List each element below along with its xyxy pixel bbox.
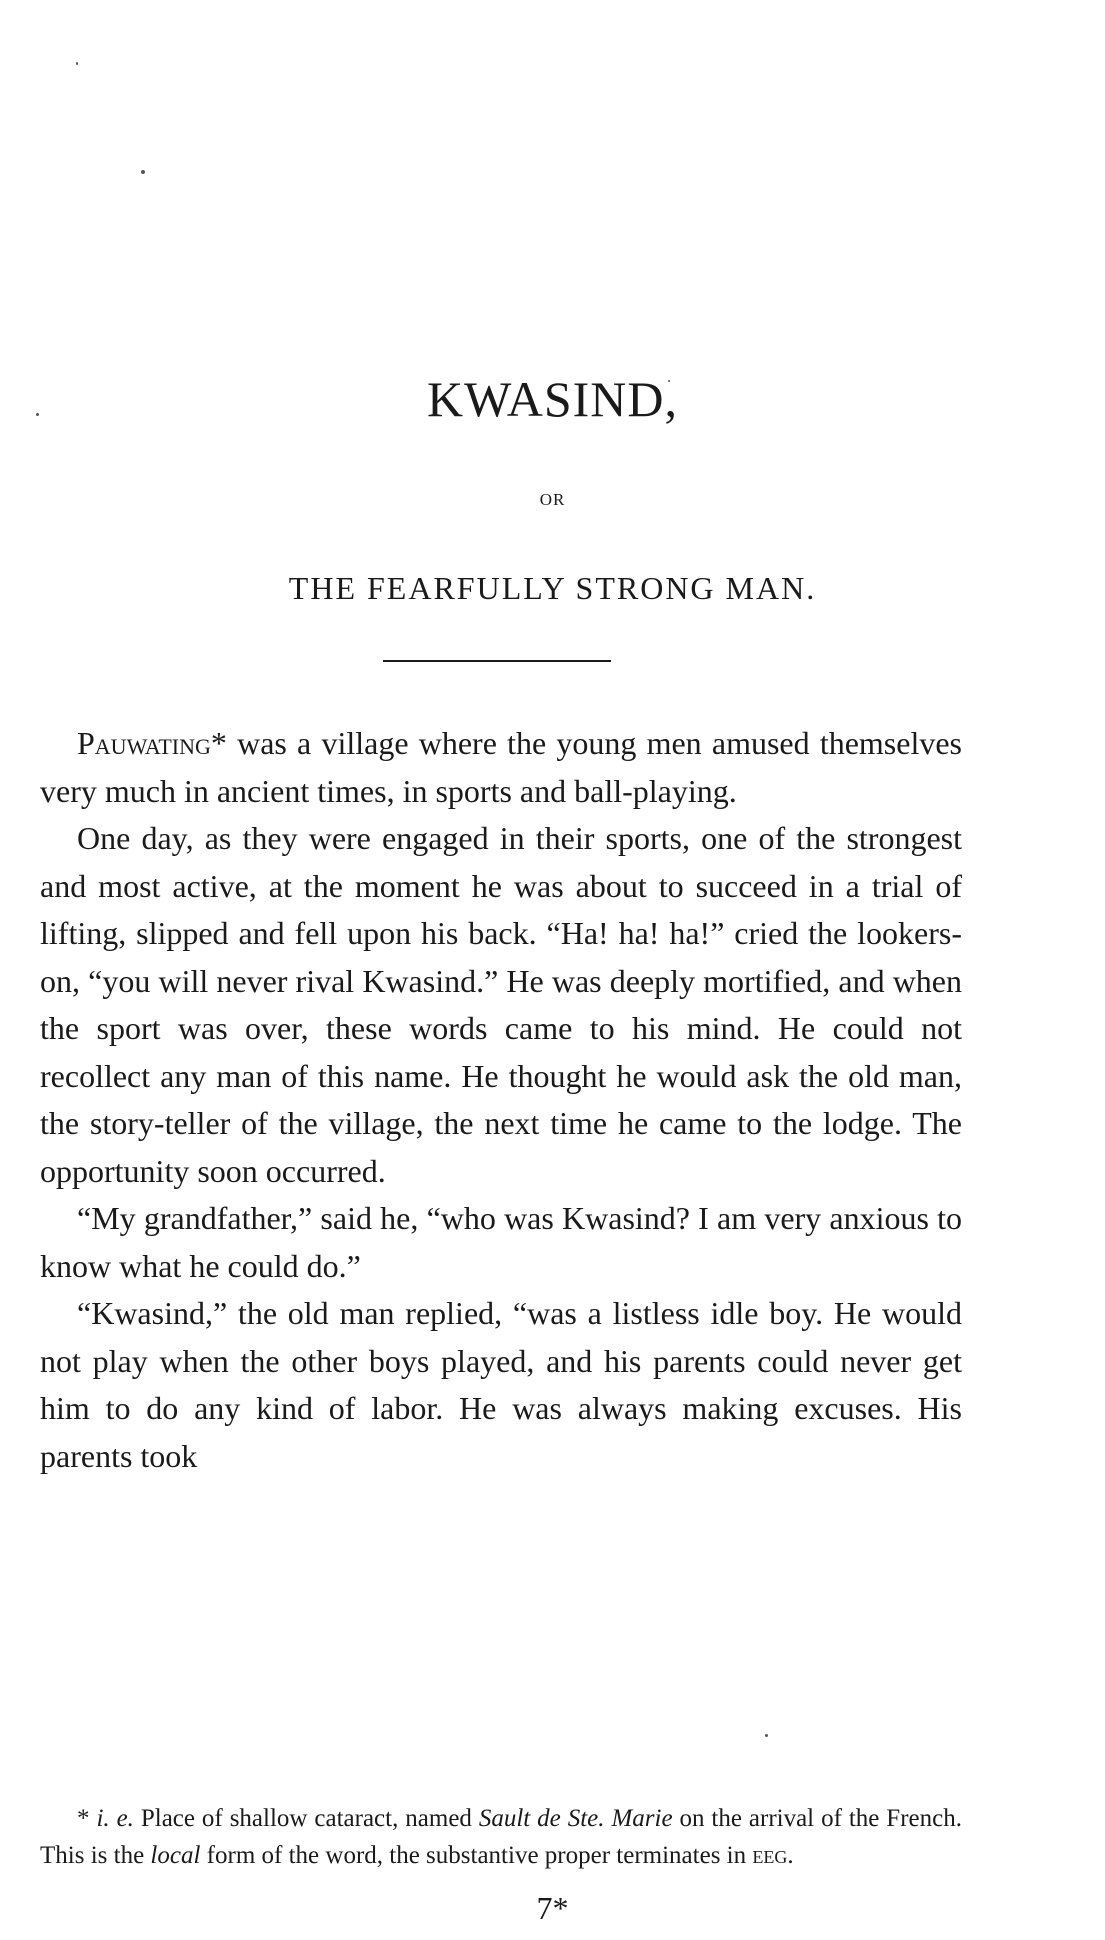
footnote-ie: i. e.: [96, 1805, 134, 1832]
footnote-text-3: form of the word, the substantive proper terminates in: [200, 1842, 753, 1869]
title-connector: OR: [539, 490, 566, 509]
paragraph-4: “Kwasind,” the old man replied, “was a listless idle boy. He would not play when the other boys played, and his parents could never get him to do any kind of labor. He was always making excuses. His parents took: [40, 1295, 962, 1474]
footnote-local: local: [150, 1842, 201, 1869]
footnote: [40, 1800, 962, 1874]
footnote-text-1: Place of shallow cataract, named: [133, 1805, 479, 1832]
chapter-subtitle: THE FEARFULLY STRONG MAN.: [288, 570, 817, 606]
footnote-end: .: [787, 1842, 794, 1869]
footnote-text-2: on the arrival of the French. This is the: [40, 1805, 962, 1869]
paragraph-1: [40, 720, 962, 815]
chapter-title: KWASIND,: [426, 371, 679, 427]
footnote-ending: eeg: [752, 1842, 788, 1869]
opening-word: Pauwating: [77, 725, 211, 761]
paragraph-3: “My grandfather,” said he, “who was Kwasind? I am very anxious to know what he could do.”: [40, 1200, 962, 1284]
paragraph-2: One day, as they were engaged in their sports, one of the strongest and most active, at the moment he was about to succeed in a trial of lifting, slipped and fell upon his back. “Ha! ha! ha!” cried the lookers-on, “you will never rival Kwasind.” He was deeply mortified, and when the sport was over, these words came to his mind. He could not recollect any man of this name. He thought he would ask the old man, the story-teller of the village, the next time he came to the lodge. The opportunity soon occurred.: [40, 820, 962, 1189]
paragraph-1-text: * was a village where the young men amused themselves very much in ancient times, in sports and ball-playing.: [40, 725, 962, 809]
chapter-body: [40, 720, 962, 1480]
page-number: 7*: [536, 1890, 569, 1926]
footnote-place: Sault de Ste. Marie: [478, 1805, 673, 1832]
title-divider: [383, 660, 611, 662]
footnote-marker: *: [77, 1805, 90, 1832]
